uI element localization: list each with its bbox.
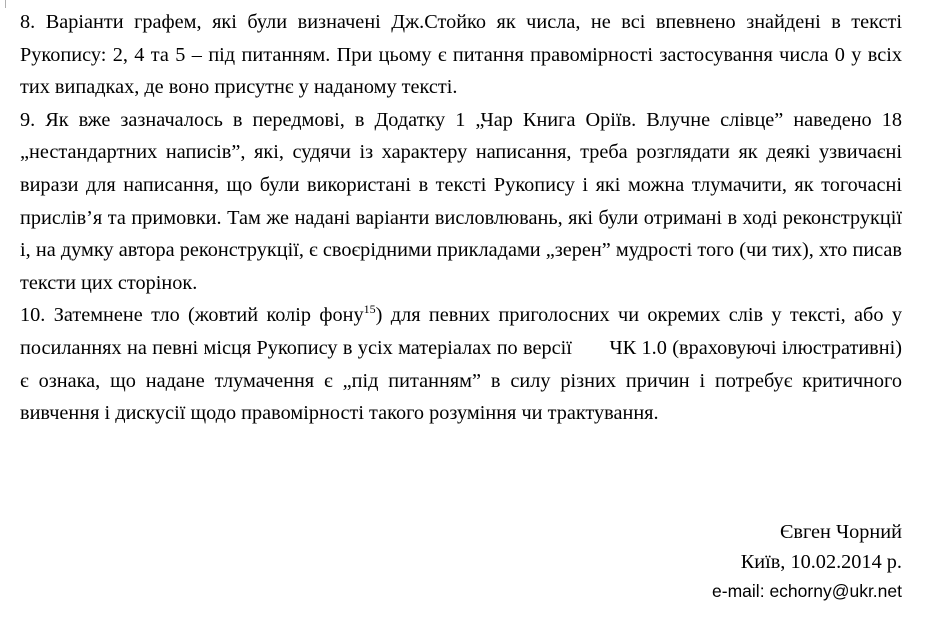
signature-block xyxy=(712,517,902,605)
email-label: e-mail: xyxy=(712,581,765,601)
document-body xyxy=(20,6,902,430)
paragraph-9: 9. Як вже зазначалось в передмові, в Додатку 1 „Чар Книга Оріїв. Влучне слівце” наведено 18 „нестандартних написів”, які, судячи із характеру написання, треба розглядати як деякі узвичаєні вирази для написання, що були використані в тексті Рукопису і які можна тлумачити, як тогочасні прислів’я та примовки. Там же надані варіанти висловлювань, які були отримані в ході реконструкції і, на думку автора реконструкції, є своєрідними прикладами „зерен” мудрості того (чи тих), хто писав тексти цих сторінок. xyxy=(20,108,902,294)
email-address[interactable]: echorny@ukr.net xyxy=(769,581,902,601)
email-line xyxy=(712,577,902,605)
paragraph-10-text-start: 10. Затемнене тло (жовтий колір фону xyxy=(20,304,364,327)
paragraph-8: 8. Варіанти графем, які були визначені Дж.Стойко як числа, не всі впевнено знайдені в тексті Рукопису: 2, 4 та 5 – під питанням. При цьому є питання правомірності застосування числа 0 у всіх тих випадках, де воно присутнє у наданому тексті. xyxy=(20,11,902,99)
author-name: Євген Чорний xyxy=(780,521,902,543)
paragraph-10 xyxy=(20,299,902,429)
place-date: Київ, 10.02.2014 р. xyxy=(740,551,902,573)
paragraph-10-text-end: ) для певних приголосних чи окремих слів у тексті, або у посиланнях на певні місця Рукопису в усіх матеріалах по версії ЧК 1.0 (враховуючі ілюстративні) є ознака, що надане тлумачення є „під питанням” в силу різних причин і потребує критичного вивчення і дискусії щодо правомірності такого розуміння чи трактування. xyxy=(20,304,902,425)
page-corner-mark xyxy=(5,0,6,8)
footnote-ref-15[interactable]: 15 xyxy=(363,302,376,317)
